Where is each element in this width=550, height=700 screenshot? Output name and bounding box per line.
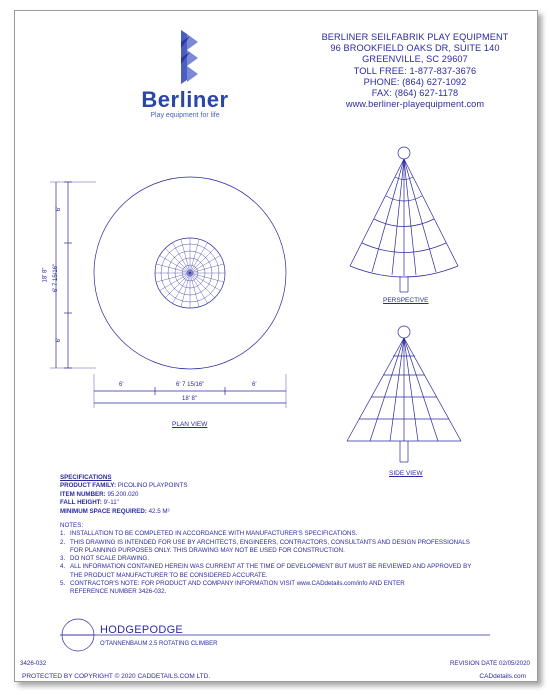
plan-spokes [155, 238, 225, 308]
side-view-label: SIDE VIEW [389, 470, 423, 477]
dim-vertical-seg3: 6' [56, 337, 63, 343]
caddetails-link[interactable]: CADdetails.com [479, 673, 526, 680]
dim-vertical-seg2: 6' 7 15/16" [53, 263, 60, 293]
dim-vertical-seg1: 6' [56, 206, 63, 212]
company-fax: FAX: (864) 627-1178 [371, 88, 459, 99]
spec-row: FALL HEIGHT: 9'-11" [60, 499, 119, 507]
dim-vertical-total: 18' 8" [42, 267, 49, 283]
drawing-title: HODGEPODGE [100, 624, 184, 636]
company-name: BERLINER SEILFABRIK PLAY EQUIPMENT [321, 32, 509, 42]
brand-name: Berliner [141, 87, 229, 112]
dim-horizontal-seg2: 6' 7 15/16" [176, 382, 205, 388]
dim-horizontal-seg3: 6' [252, 382, 257, 388]
perspective-label: PERSPECTIVE [383, 297, 429, 304]
note-item: 1. INSTALLATION TO BE COMPLETED IN ACCORDANCE WITH MANUFACTURER'S SPECIFICATIONS. [60, 530, 358, 538]
note-item: 5. CONTRACTOR'S NOTE: FOR PRODUCT AND COMPANY INFORMATION VISIT www.CADdetails.com/info AND ENTER [60, 580, 405, 588]
notes [60, 522, 500, 597]
note-item: FOR PLANNING PURPOSES ONLY. THIS DRAWING MAY NOT BE USED FOR CONSTRUCTION. [70, 546, 345, 554]
plan-view-label: PLAN VIEW [172, 421, 208, 428]
reference-number: 3426-032 [20, 660, 47, 667]
note-item: THE PRODUCT MANUFACTURER TO BE CONSIDERED ACCURATE. [70, 571, 268, 579]
spec-row: ITEM NUMBER: 95.200.020 [60, 490, 139, 498]
spec-row: PRODUCT FAMILY: PICOLINO PLAYPOINTS [60, 482, 188, 490]
company-address: 96 BROOKFIELD OAKS DR, SUITE 140 [330, 43, 500, 54]
company-website[interactable]: www.berliner-playequipment.com [345, 99, 485, 110]
notes-heading: NOTES: [60, 522, 84, 529]
specifications [60, 474, 187, 516]
copyright-notice: PROTECTED BY COPYRIGHT © 2020 CADDETAILS.COM LTD. [22, 673, 211, 680]
dim-horizontal-seg1: 6' [119, 382, 124, 388]
perspective-climber [350, 147, 458, 292]
note-item: 4. ALL INFORMATION CONTAINED HEREIN WAS CURRENT AT THE TIME OF DEVELOPMENT BUT MUST BE REVIEWED AND APPROVED BY [60, 563, 472, 571]
note-item: 2. THIS DRAWING IS INTENDED FOR USE BY ARCHITECTS, ENGINEERS, CONTRACTORS, CONSULTANTS AND DESIGN PROFESSIONALS [60, 538, 470, 546]
specifications-heading: SPECIFICATIONS [60, 474, 112, 481]
drawing-subtitle: O'TANNENBAUM 2.5 ROTATING CLIMBER [100, 641, 218, 647]
brand-tagline: Play equipment for life [150, 112, 220, 119]
spec-row: MINIMUM SPACE REQUIRED: 42.5 M² [60, 507, 170, 515]
side-view-climber [347, 326, 461, 462]
company-phone: PHONE: (864) 627-1092 [363, 76, 467, 87]
revision-date: REVISION DATE 02/05/2020 [449, 660, 530, 667]
company-tollfree: TOLL FREE: 1-877-837-3676 [353, 65, 477, 76]
note-item: REFERENCE NUMBER 3426-032. [70, 588, 167, 596]
dim-horizontal-total: 18' 8" [182, 396, 197, 402]
company-city: GREENVILLE, SC 29607 [362, 54, 468, 65]
note-item: 3. DO NOT SCALE DRAWING. [60, 555, 150, 563]
